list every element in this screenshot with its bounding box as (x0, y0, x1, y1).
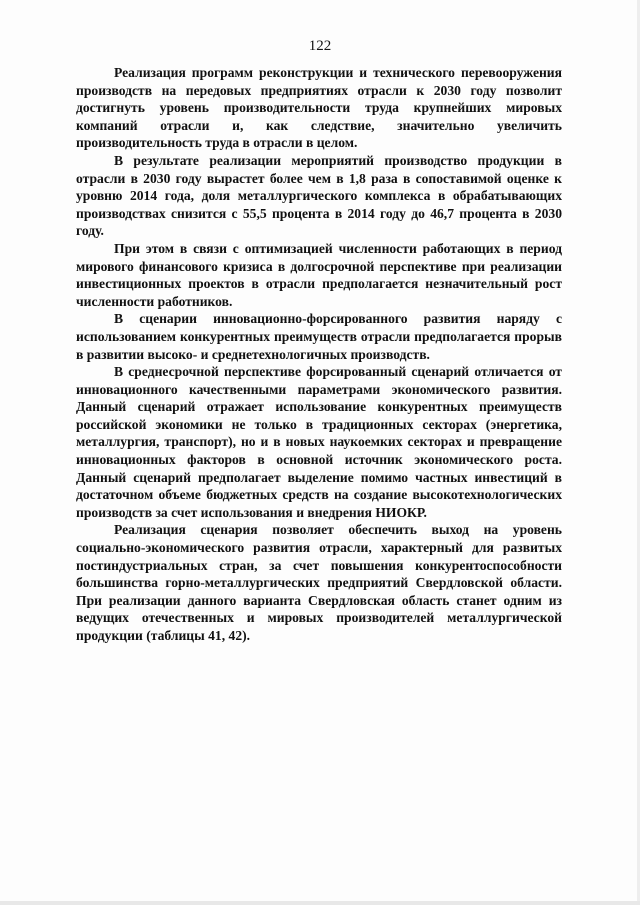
paragraph-workforce: При этом в связи с оптимизацией численности работающих в период мирового финансового кризиса в долгосрочной перспективе при реализации инвестиционных проектов в отрасли предполагается незначительный рост численности работников. (76, 240, 562, 309)
page-bottom-edge (0, 901, 640, 905)
paragraph-labor-productivity: Реализация программ реконструкции и технического перевооружения производств на передовых предприятиях отрасли к 2030 году позволит достигнуть уровень производительности труда крупнейших мировых компаний отрасли и, как следствие, значительно увеличить производительность труда в отрасли в целом. (76, 65, 562, 151)
paragraph-scenario-outcome: Реализация сценария позволяет обеспечить выход на уровень социально-экономического развития отрасли, характерный для развитых постиндустриальных стран, за счет повышения конкурентоспособности большинства горно-металлургических предприятий Свердловской области. При реализации данного варианта Свердловская область станет одним из ведущих отечественных и мировых производителей металлургической продукции (таблицы 41, 42). (76, 522, 562, 643)
paragraph-innovation-scenario: В сценарии инновационно-форсированного развития наряду с использованием конкурентных преимуществ отрасли предполагается прорыв в развитии высоко- и среднетехнологичных производств. (76, 311, 562, 362)
paragraph-production-growth: В результате реализации мероприятий производство продукции в отрасли в 2030 году вырастет более чем в 1,8 раза в сопоставимой оценке к уровню 2014 года, доля металлургического комплекса в обрабатывающих производствах снизится с 55,5 процента в 2014 году до 46,7 процента в 2030 году. (76, 152, 562, 239)
page-number: 122 (308, 38, 332, 54)
document-body (76, 64, 562, 645)
paragraph-forced-scenario: В среднесрочной перспективе форсированный сценарий отличается от инновационного качественными параметрами экономического развития. Данный сценарий отражает использование конкурентных преимуществ российской экономики не только в традиционных секторах (энергетика, металлургия, транспорт), но и в новых наукоемких секторах и превращение инновационных факторов в основной источник экономического роста. Данный сценарий предполагает выделение помимо частных инвестиций в достаточном объеме бюджетных средств на создание высокотехнологических производств за счет использования и внедрения НИОКР. (76, 364, 562, 520)
